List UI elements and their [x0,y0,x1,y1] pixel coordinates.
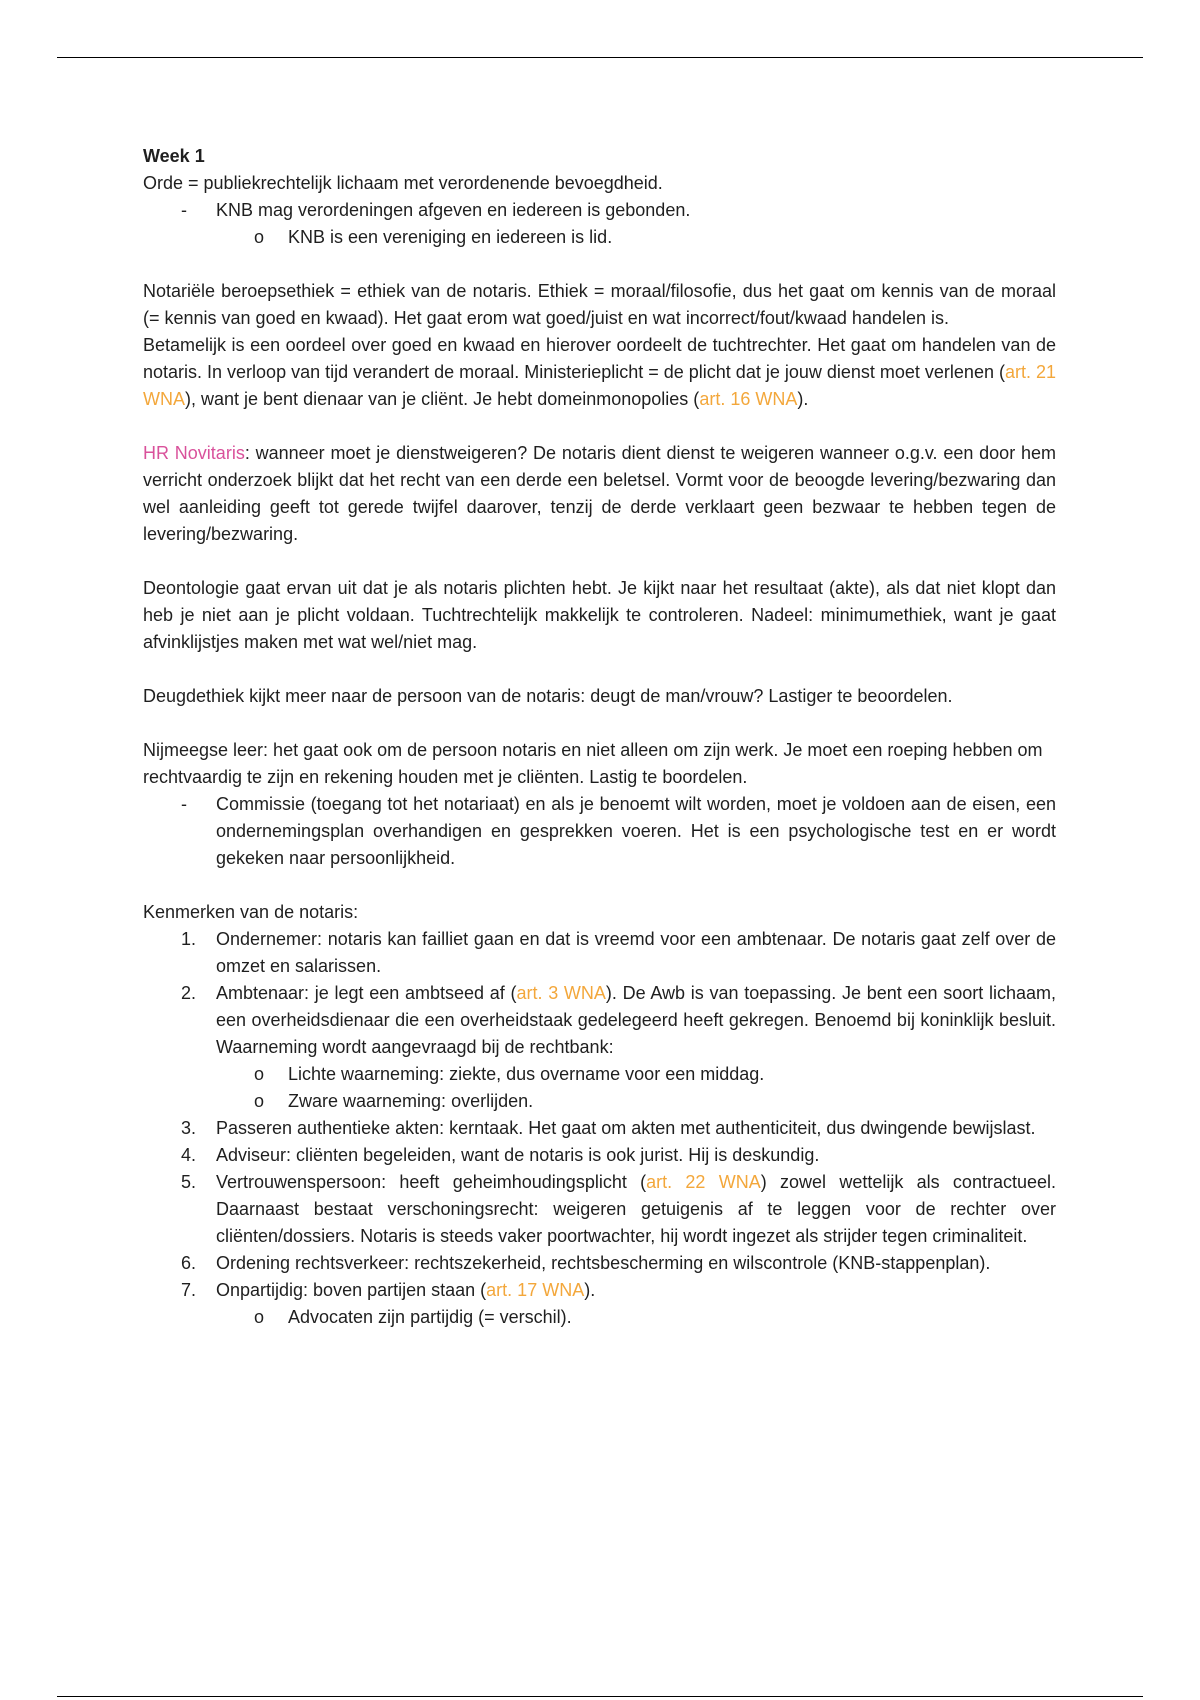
page-heading: Week 1 [143,146,205,166]
circle-bullet: o [254,1091,265,1111]
kenmerken-title: Kenmerken van de notaris: [143,902,359,922]
dash-bullet: - [181,200,187,220]
sub-list-item [143,1304,1056,1331]
circle-bullet: o [254,227,265,247]
law-reference: art. 16 WNA [699,389,798,409]
paragraph-text: : wanneer moet je dienstweigeren? De notaris dient dienst te weigeren wanneer o.g.v. een door hem verricht onderzoek blijkt dat het recht van een derde een beletsel. Vormt voor de beoogde levering/bezwaring dan wel aanleiding geeft tot gerede twijfel daarover, tenzij de derde verklaart geen bezwaar te hebben tegen de levering/bezwaring. [143,443,1056,544]
paragraph-text: ). [797,389,809,409]
circle-bullet: o [254,1064,265,1084]
list-item-text: Ambtenaar: je legt een ambtseed af ( [216,983,517,1003]
law-reference: art. 17 WNA [486,1280,585,1300]
item-number: 4. [181,1145,197,1165]
sub-list-item [143,1061,1056,1088]
paragraph-text: Betamelijk is een oordeel over goed en kwaad en hierover oordeelt de tuchtrechter. Het gaat om handelen van de notaris. In verloop van tijd verandert de moraal. Ministerieplicht = de plicht dat je jouw dienst moet verlenen ( [143,335,1056,382]
list-item-text: ). De Awb is van toepassing. Je bent een soort lichaam, een overheidsdienaar die een overheidstaak gedelegeerd heeft gekregen. Benoemd bij koninklijk besluit. Waarneming wordt aangevraagd bij de rechtbank: [216,983,1056,1057]
document-body [143,143,1056,1331]
numbered-item [143,1142,1056,1169]
paragraph-text: ), want je bent dienaar van je cliënt. Je hebt domeinmonopolies ( [185,389,700,409]
paragraph-nijmeegse-leer: Nijmeegse leer: het gaat ook om de persoon notaris en niet alleen om zijn werk. Je moet een roeping hebben om rechtvaardig te zijn en rekening houden met je cliënten. Lastig te boordelen. [143,740,1043,787]
orde-definition: Orde = publiekrechtelijk lichaam met verordenende bevoegdheid. [143,173,663,193]
paragraph-deontologie: Deontologie gaat ervan uit dat je als notaris plichten hebt. Je kijkt naar het resultaat (akte), als dat niet klopt dan heb je niet aan je plicht voldaan. Tuchtrechtelijk makkelijk te controleren. Nadeel: minimumethiek, want je gaat afvinklijstjes maken met wat wel/niet mag. [143,578,1056,652]
list-item-text: Zware waarneming: overlijden. [288,1091,534,1111]
list-item-text: Onpartijdig: boven partijen staan ( [216,1280,487,1300]
list-item-text: Passeren authentieke akten: kerntaak. Het gaat om akten met authenticiteit, dus dwingende bewijslast. [216,1118,1036,1138]
list-item-text: KNB is een vereniging en iedereen is lid. [288,227,613,247]
list-item-text: ). [584,1280,596,1300]
item-number: 5. [181,1172,197,1192]
item-number: 7. [181,1280,197,1300]
law-reference: art. 3 WNA [516,983,606,1003]
paragraph-betamelijk [143,332,1056,413]
list-item-text: Advocaten zijn partijdig (= verschil). [288,1307,572,1327]
law-reference: art. 21 WNA [143,362,1056,409]
list-item-text: Commissie (toegang tot het notariaat) en als je benoemt wilt worden, moet je voldoen aan de eisen, een ondernemingsplan overhandigen en gesprekken voeren. Het is een psychologische test en er wordt gekeken naar persoonlijkheid. [216,794,1056,868]
item-number: 2. [181,983,197,1003]
list-item [143,791,1056,872]
header-rule [57,57,1143,58]
list-item-text: Adviseur: cliënten begeleiden, want de notaris is ook jurist. Hij is deskundig. [216,1145,820,1165]
paragraph-deugdethiek: Deugdethiek kijkt meer naar de persoon van de notaris: deugt de man/vrouw? Lastiger te beoordelen. [143,686,953,706]
numbered-item [143,926,1056,980]
case-reference: HR Novitaris [143,443,245,463]
law-reference: art. 22 WNA [646,1172,761,1192]
item-number: 3. [181,1118,197,1138]
numbered-item [143,1115,1056,1142]
numbered-item [143,1250,1056,1277]
footer-rule [57,1696,1143,1697]
list-item-text: Vertrouwenspersoon: heeft geheimhoudingsplicht ( [216,1172,647,1192]
list-item-text: Ondernemer: notaris kan failliet gaan en dat is vreemd voor een ambtenaar. De notaris gaat zelf over de omzet en salarissen. [216,929,1056,976]
numbered-item [143,980,1056,1061]
dash-bullet: - [181,794,187,814]
circle-bullet: o [254,1307,265,1327]
list-item-text: ) zowel wettelijk als contractueel. Daarnaast bestaat verschoningsrecht: weigeren getuigenis af te leggen voor de rechter over cliënten/dossiers. Notaris is steeds vaker poortwachter, hij wordt ingezet als strijder tegen criminaliteit. [216,1172,1056,1246]
sub-list-item [143,224,1056,251]
numbered-item [143,1277,1056,1304]
list-item-text: KNB mag verordeningen afgeven en iedereen is gebonden. [216,200,691,220]
list-item [143,197,1056,224]
paragraph-novitaris [143,440,1056,548]
item-number: 1. [181,929,197,949]
paragraph-beroepsethiek: Notariële beroepsethiek = ethiek van de notaris. Ethiek = moraal/filosofie, dus het gaat om kennis van de moraal (= kennis van goed en kwaad). Het gaat erom wat goed/juist en wat incorrect/fout/kwaad handelen is. [143,281,1056,328]
sub-list-item [143,1088,1056,1115]
item-number: 6. [181,1253,197,1273]
list-item-text: Ordening rechtsverkeer: rechtszekerheid, rechtsbescherming en wilscontrole (KNB-stappenplan). [216,1253,991,1273]
numbered-item [143,1169,1056,1250]
list-item-text: Lichte waarneming: ziekte, dus overname voor een middag. [288,1064,765,1084]
